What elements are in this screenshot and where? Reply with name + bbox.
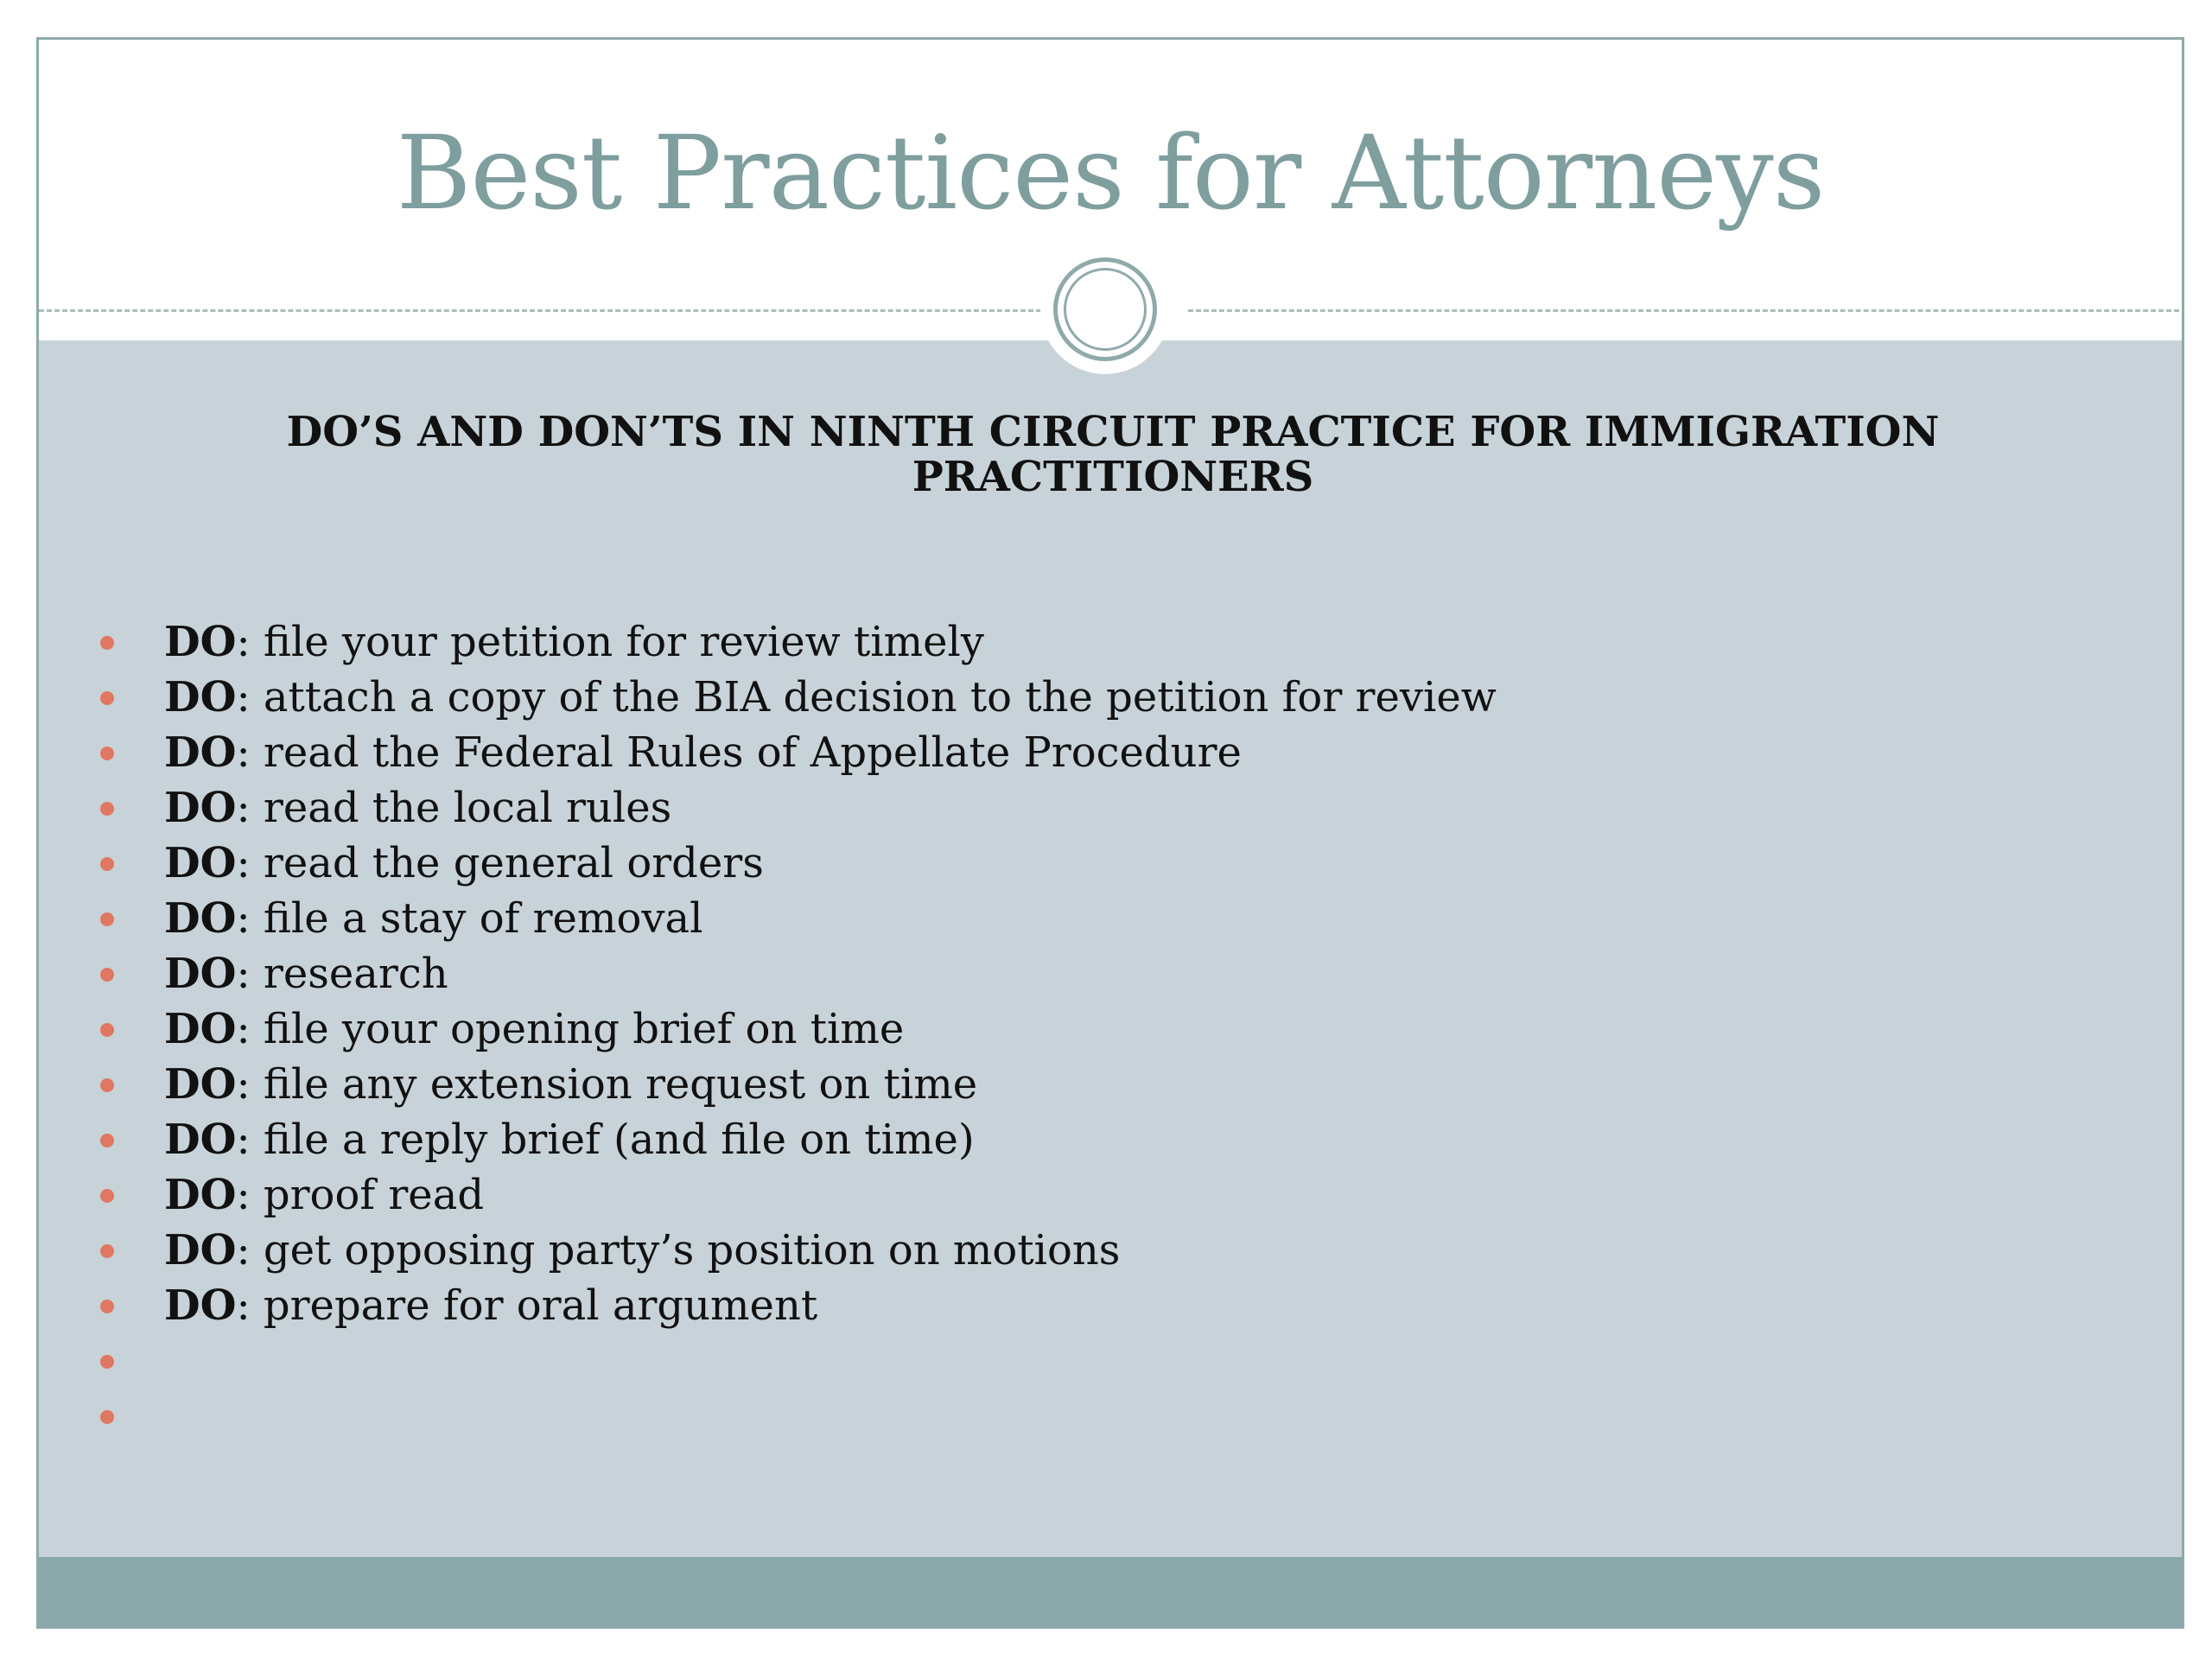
bullet-icon bbox=[100, 1023, 114, 1037]
bullet-text bbox=[164, 1223, 1120, 1278]
bullet-label: DO bbox=[164, 1116, 237, 1164]
bullet-item bbox=[39, 1001, 2182, 1057]
bullet-body: : file any extension request on time bbox=[236, 1060, 978, 1109]
bullet-body: : file your petition for review timely bbox=[236, 618, 984, 666]
bullet-icon bbox=[100, 857, 114, 871]
bullet-label: DO bbox=[164, 784, 237, 832]
title-divider-right bbox=[1188, 309, 2184, 312]
bullet-body: : file a stay of removal bbox=[236, 894, 703, 943]
bullet-label: DO bbox=[164, 1005, 237, 1053]
bullet-icon bbox=[100, 1134, 114, 1147]
bullet-body: : research bbox=[236, 950, 448, 998]
bullet-item bbox=[39, 1167, 2182, 1223]
bullet-body: : file a reply brief (and file on time) bbox=[236, 1116, 975, 1164]
bullet-icon bbox=[100, 912, 114, 926]
bullet-body: : prepare for oral argument bbox=[236, 1281, 818, 1330]
bullet-icon bbox=[100, 1078, 114, 1092]
bullet-item bbox=[39, 725, 2182, 780]
bullet-label: DO bbox=[164, 618, 237, 666]
bullet-label: DO bbox=[164, 1226, 237, 1274]
slide bbox=[36, 37, 2184, 1629]
bullet-text bbox=[164, 836, 764, 891]
bullet-label: DO bbox=[164, 728, 237, 777]
bullet-text bbox=[164, 946, 448, 1001]
bullet-icon bbox=[100, 1244, 114, 1258]
slide-title: Best Practices for Attorneys bbox=[396, 113, 1825, 232]
bullet-item bbox=[39, 1057, 2182, 1112]
bullet-text bbox=[164, 1278, 817, 1333]
bullet-text bbox=[164, 1112, 975, 1167]
footer-band bbox=[39, 1557, 2182, 1629]
bullet-list bbox=[39, 614, 2182, 1444]
bullet-icon bbox=[100, 1300, 114, 1313]
bullet-item bbox=[39, 614, 2182, 670]
bullet-item bbox=[39, 670, 2182, 725]
bullet-icon bbox=[100, 691, 114, 705]
bullet-item-empty bbox=[39, 1333, 2182, 1389]
bullet-label: DO bbox=[164, 839, 237, 887]
bullet-label: DO bbox=[164, 1281, 237, 1330]
bullet-icon bbox=[100, 1189, 114, 1203]
bullet-item bbox=[39, 1112, 2182, 1167]
bullet-icon bbox=[100, 802, 114, 816]
divider-ornament-inner-ring bbox=[1064, 268, 1147, 351]
bullet-icon bbox=[100, 636, 114, 650]
bullet-body: : file your opening brief on time bbox=[236, 1005, 905, 1053]
bullet-text bbox=[164, 780, 671, 836]
bullet-text bbox=[164, 1001, 904, 1057]
bullet-label: DO bbox=[164, 950, 237, 998]
bullet-item bbox=[39, 1278, 2182, 1333]
bullet-icon bbox=[100, 747, 114, 760]
bullet-item-empty bbox=[39, 1389, 2182, 1444]
bullet-text bbox=[164, 614, 984, 670]
bullet-icon bbox=[100, 1410, 114, 1424]
bullet-item bbox=[39, 1223, 2182, 1278]
bullet-body: : read the Federal Rules of Appellate Procedure bbox=[236, 728, 1242, 777]
bullet-text bbox=[164, 1167, 484, 1223]
bullet-item bbox=[39, 780, 2182, 836]
bullet-label: DO bbox=[164, 673, 237, 721]
bullet-body: : read the general orders bbox=[236, 839, 764, 887]
bullet-body: : get opposing party’s position on motions bbox=[236, 1226, 1121, 1274]
bullet-item bbox=[39, 836, 2182, 891]
bullet-body: : attach a copy of the BIA decision to the petition for review bbox=[236, 673, 1497, 721]
bullet-label: DO bbox=[164, 894, 237, 943]
bullet-icon bbox=[100, 968, 114, 982]
bullet-icon bbox=[100, 1355, 114, 1369]
bullet-label: DO bbox=[164, 1060, 237, 1109]
bullet-body: : read the local rules bbox=[236, 784, 672, 832]
title-divider-left bbox=[39, 309, 1041, 312]
bullet-text bbox=[164, 670, 1497, 725]
bullet-body: : proof read bbox=[236, 1171, 485, 1219]
bullet-label: DO bbox=[164, 1171, 237, 1219]
bullet-text bbox=[164, 725, 1242, 780]
bullet-text bbox=[164, 1057, 977, 1112]
bullet-item bbox=[39, 891, 2182, 946]
slide-subtitle: DO’S AND DON’TS IN NINTH CIRCUIT PRACTICE FOR IMMIGRATION PRACTITIONERS bbox=[286, 408, 1940, 501]
bullet-item bbox=[39, 946, 2182, 1001]
bullet-text bbox=[164, 891, 702, 946]
